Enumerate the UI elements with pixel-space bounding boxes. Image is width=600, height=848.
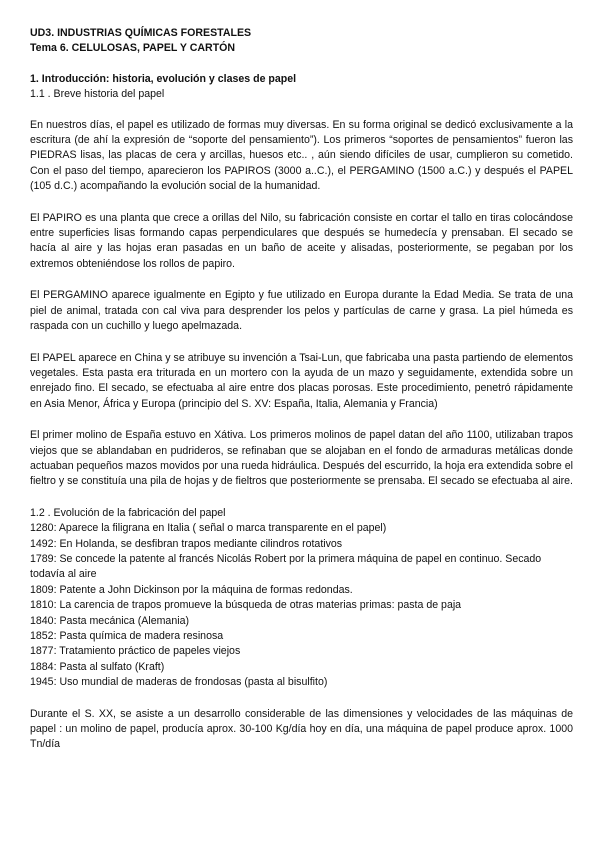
timeline-item: 1852: Pasta química de madera resinosa xyxy=(30,630,224,642)
paragraph-papel: El PAPEL aparece en China y se atribuye su invención a Tsai-Lun, que fabricaba una pasta partiendo de elementos vegetales. Esta pasta era triturada en un mortero con la ayuda de un mazo y seguidamente, extendida sobre un enrejado fino. El secado, se efectuaba al aire entre dos placas porosas. Este procedimiento, penetró rápidamente en Asia Menor, África y Europa (principio del S. XV: España, Italia, Alemania y Francia) xyxy=(30,351,573,410)
timeline-item: 1945: Uso mundial de maderas de frondosas (pasta al bisulfito) xyxy=(30,676,328,689)
topic-heading: Tema 6. CELULOSAS, PAPEL Y CARTÓN xyxy=(30,42,236,55)
paragraph-intro: En nuestros días, el papel es utilizado de formas muy diversas. En su forma original se dedicó exclusivamente a la escritura (de ahí la expresión de “soporte del pensamiento”). Los primeros “soportes de pensamientos” fueron las PIEDRAS lisas, las placas de cera y arcillas, huesos etc.. , aún siendo difíciles de usar, cumplieron su cometido. Con el paso del tiempo, aparecieron los PAPIROS (3000 a..C.), el PERGAMINO (1500 a.C.) y después el PAPEL (105 d.C.) acompañando la evolución social de la humanidad. xyxy=(30,118,573,193)
unit-heading: UD3. INDUSTRIAS QUÍMICAS FORESTALES xyxy=(30,27,252,39)
subsection-title-evolution: 1.2 . Evolución de la fabricación del papel xyxy=(30,506,226,519)
timeline-item: 1840: Pasta mecánica (Alemania) xyxy=(30,614,189,627)
timeline-item: 1280: Aparece la filigrana en Italia ( señal o marca transparente en el papel) xyxy=(30,522,387,535)
timeline-item: 1809: Patente a John Dickinson por la máquina de formas redondas. xyxy=(30,583,353,596)
timeline-item: 1810: La carencia de trapos promueve la búsqueda de otras materias primas: pasta de paja xyxy=(30,599,462,612)
timeline-item: 1884: Pasta al sulfato (Kraft) xyxy=(30,660,165,673)
paragraph-closing: Durante el S. XX, se asiste a un desarrollo considerable de las dimensiones y velocidades de las máquinas de papel : un molino de papel, producía aprox. 30-100 Kg/día hoy en día, una máquina de papel produce aprox. 1000 Tn/día xyxy=(30,707,573,751)
timeline-item: 1492: En Holanda, se desfibran trapos mediante cilindros rotativos xyxy=(30,537,343,550)
section-title: 1. Introducción: historia, evolución y clases de papel xyxy=(30,72,297,85)
paragraph-pergamino: El PERGAMINO aparece igualmente en Egipto y fue utilizado en Europa durante la Edad Media. Se trata de una piel de animal, tratada con cal viva para desprender los pelos y partículas de carne y grasa. La piel húmeda es raspada con un cuchillo y luego apelmazada. xyxy=(30,289,573,333)
timeline-item: 1877: Tratamiento práctico de papeles viejos xyxy=(30,645,241,658)
paragraph-papiro: El PAPIRO es una planta que crece a orillas del Nilo, su fabricación consiste en cortar el tallo en tiras colocándose entre superficies lisas formando capas perpendiculares que después se humedecía y prensaban. El secado se hacía al aire y las hojas eran pasadas en un baño de aceite y alisadas, posteriormente, se pegaban por los extremos obteniéndose los rollos de papiro. xyxy=(30,211,573,270)
subsection-title-history: 1.1 . Breve historia del papel xyxy=(30,88,165,101)
paragraph-molino: El primer molino de España estuvo en Xátiva. Los primeros molinos de papel datan del año 1100, utilizaban trapos viejos que se ablandaban en pudrideros, se refinaban que se alojaban en el fondo de armaduras metálicas donde actuaban pequeños mazos movidos por una rueda hidráulica. Después del escurrido, la hoja era extendida sobre el fieltro y se constituía una pila de hojas y de fieltros que posteriormente se prensaba. El secado se efectuaba al aire. xyxy=(30,429,573,488)
timeline-item: 1789: Se concede la patente al francés Nicolás Robert por la primera máquina de papel en continuo. Secado todavía al aire xyxy=(30,552,542,581)
document-page xyxy=(30,26,573,753)
timeline-list xyxy=(30,521,573,690)
